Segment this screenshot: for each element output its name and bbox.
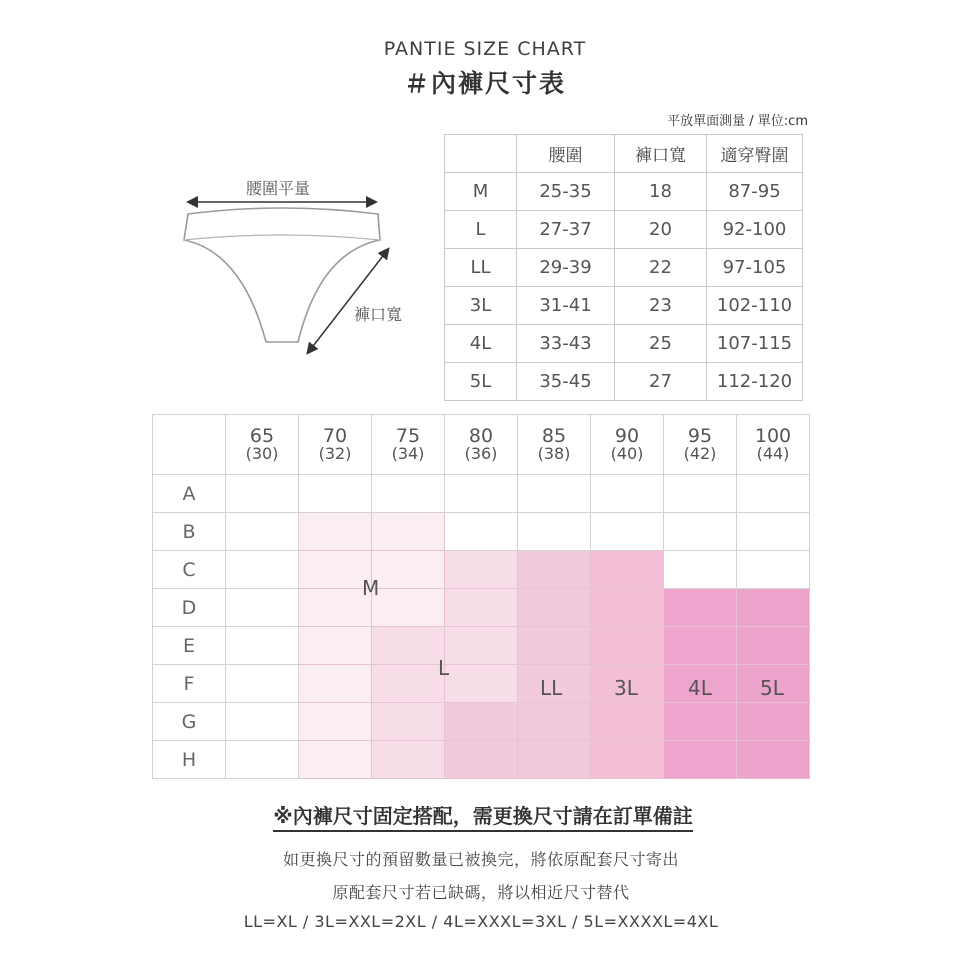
size-label-cell: L — [445, 211, 517, 249]
fit-cell — [299, 627, 372, 665]
fit-cell — [591, 627, 664, 665]
fit-row — [153, 589, 810, 627]
size-measurement-table — [444, 134, 803, 401]
fit-cell — [445, 627, 518, 665]
fit-size-label: 4L — [688, 676, 712, 700]
fit-cell — [299, 741, 372, 779]
fit-row — [153, 475, 810, 513]
size-value-cell: 23 — [615, 287, 707, 325]
fit-cell — [299, 703, 372, 741]
fit-cell — [445, 551, 518, 589]
fit-cell — [664, 551, 737, 589]
fit-cell — [372, 513, 445, 551]
fit-cell — [591, 551, 664, 589]
fit-cell — [226, 627, 299, 665]
fit-cell — [737, 589, 810, 627]
fit-header-row — [153, 415, 810, 475]
fit-size-label: LL — [540, 676, 563, 700]
waist-inch-value: (38) — [537, 443, 571, 463]
fit-cell — [445, 589, 518, 627]
note-line-3: LL=XL / 3L=XXL=2XL / 4L=XXXL=3XL / 5L=XXXXL=4XL — [243, 912, 719, 931]
fit-corner-cell — [153, 415, 226, 475]
size-label-cell: M — [445, 173, 517, 211]
fit-cell — [737, 551, 810, 589]
size-value-cell: 27 — [615, 363, 707, 401]
waist-value: 90 — [614, 424, 640, 447]
fit-cell — [664, 475, 737, 513]
fit-cell — [226, 589, 299, 627]
fit-cell — [518, 589, 591, 627]
fit-column-header — [591, 415, 664, 475]
fit-cell — [372, 665, 445, 703]
fit-cell — [299, 513, 372, 551]
waist-inch-value: (42) — [683, 443, 717, 463]
waist-value: 75 — [395, 424, 421, 447]
fit-column-header — [299, 415, 372, 475]
fit-cell — [591, 475, 664, 513]
fit-cell — [591, 741, 664, 779]
size-label-cell: 5L — [445, 363, 517, 401]
fit-cell — [737, 703, 810, 741]
fit-cell — [445, 665, 518, 703]
fit-cell — [445, 741, 518, 779]
fit-cell — [445, 513, 518, 551]
size-value-cell: 97-105 — [707, 249, 803, 287]
waist-inch-value: (30) — [245, 443, 279, 463]
size-table-row — [445, 249, 803, 287]
size-table-header-cell: 適穿臀圍 — [707, 135, 803, 173]
fit-cell — [518, 475, 591, 513]
fit-cell — [299, 475, 372, 513]
title-chinese: ＃內褲尺寸表 — [403, 69, 566, 98]
note-line-1: 如更換尺寸的預留數量已被換完，將依原配套尺寸寄出 — [282, 850, 679, 869]
fit-cell — [226, 703, 299, 741]
fit-size-label: L — [438, 656, 450, 680]
fit-cell — [226, 513, 299, 551]
fit-column-header — [372, 415, 445, 475]
fit-row — [153, 741, 810, 779]
size-table-row — [445, 173, 803, 211]
panty-diagram — [170, 160, 430, 360]
fit-column-header — [445, 415, 518, 475]
fit-cell — [664, 703, 737, 741]
fit-cell — [518, 551, 591, 589]
fit-column-header — [737, 415, 810, 475]
size-label-cell: 4L — [445, 325, 517, 363]
fit-row — [153, 551, 810, 589]
fit-cell — [591, 513, 664, 551]
fit-row-label: F — [153, 665, 226, 703]
fit-cell — [518, 741, 591, 779]
fit-cell — [664, 627, 737, 665]
fit-chart-table — [152, 414, 810, 779]
size-value-cell: 102-110 — [707, 287, 803, 325]
note-heading: ※內褲尺寸固定搭配，需更換尺寸請在訂單備註 — [0, 800, 960, 829]
size-label-cell: LL — [445, 249, 517, 287]
fit-cell — [518, 703, 591, 741]
fit-cell — [737, 475, 810, 513]
waist-inch-value: (32) — [318, 443, 352, 463]
size-value-cell: 35-45 — [517, 363, 615, 401]
fit-column-header — [664, 415, 737, 475]
size-value-cell: 25 — [615, 325, 707, 363]
size-value-cell: 112-120 — [707, 363, 803, 401]
size-value-cell: 31-41 — [517, 287, 615, 325]
fit-row-label: D — [153, 589, 226, 627]
fit-cell — [591, 589, 664, 627]
fit-row — [153, 627, 810, 665]
note-line-2: 原配套尺寸若已缺碼，將以相近尺寸替代 — [332, 883, 630, 902]
fit-row-label: C — [153, 551, 226, 589]
size-table-row — [445, 363, 803, 401]
fit-cell — [518, 627, 591, 665]
size-value-cell: 20 — [615, 211, 707, 249]
fit-cell — [445, 703, 518, 741]
size-value-cell: 107-115 — [707, 325, 803, 363]
waist-label: 腰圍平量 — [246, 179, 311, 198]
waist-value: 70 — [322, 424, 348, 447]
waist-inch-value: (44) — [756, 443, 790, 463]
fit-cell — [372, 627, 445, 665]
size-value-cell: 87-95 — [707, 173, 803, 211]
waist-value: 65 — [249, 424, 275, 447]
size-table-header-cell: 褲口寬 — [615, 135, 707, 173]
fit-row-label: A — [153, 475, 226, 513]
fit-cell — [664, 741, 737, 779]
fit-row-label: B — [153, 513, 226, 551]
fit-row-label: H — [153, 741, 226, 779]
size-value-cell: 92-100 — [707, 211, 803, 249]
size-table-row — [445, 287, 803, 325]
fit-row — [153, 513, 810, 551]
fit-cell — [299, 589, 372, 627]
fit-row-label: E — [153, 627, 226, 665]
fit-cell — [372, 475, 445, 513]
size-table-header-cell: 腰圍 — [517, 135, 615, 173]
unit-note: 平放單面測量 / 單位:cm — [667, 114, 808, 129]
fit-cell — [737, 741, 810, 779]
fit-column-header — [518, 415, 591, 475]
fit-cell — [372, 741, 445, 779]
fit-cell — [664, 589, 737, 627]
title-english: PANTIE SIZE CHART — [383, 38, 587, 60]
size-table-row — [445, 325, 803, 363]
fit-cell — [372, 551, 445, 589]
waist-value: 100 — [754, 424, 792, 447]
size-table-header-row — [445, 135, 803, 173]
waist-value: 80 — [468, 424, 494, 447]
size-table-header-cell — [445, 135, 517, 173]
size-value-cell: 29-39 — [517, 249, 615, 287]
fit-cell — [445, 475, 518, 513]
size-value-cell: 33-43 — [517, 325, 615, 363]
fit-cell — [664, 513, 737, 551]
size-value-cell: 27-37 — [517, 211, 615, 249]
waist-value: 85 — [541, 424, 567, 447]
fit-column-header — [226, 415, 299, 475]
size-value-cell: 18 — [615, 173, 707, 211]
size-value-cell: 25-35 — [517, 173, 615, 211]
waist-inch-value: (40) — [610, 443, 644, 463]
fit-cell — [226, 551, 299, 589]
fit-size-label: 5L — [760, 676, 784, 700]
leg-opening-label: 褲口寬 — [354, 305, 403, 324]
fit-cell — [372, 589, 445, 627]
fit-cell — [591, 703, 664, 741]
fit-cell — [372, 703, 445, 741]
fit-cell — [226, 665, 299, 703]
size-label-cell: 3L — [445, 287, 517, 325]
fit-cell — [226, 475, 299, 513]
size-value-cell: 22 — [615, 249, 707, 287]
fit-cell — [518, 513, 591, 551]
fit-size-label: M — [362, 576, 380, 600]
fit-cell — [299, 551, 372, 589]
fit-cell — [226, 741, 299, 779]
fit-cell — [299, 665, 372, 703]
fit-row — [153, 703, 810, 741]
fit-cell — [737, 627, 810, 665]
fit-size-label: 3L — [614, 676, 638, 700]
fit-row-label: G — [153, 703, 226, 741]
size-table-row — [445, 211, 803, 249]
waist-inch-value: (34) — [391, 443, 425, 463]
waist-inch-value: (36) — [464, 443, 498, 463]
fit-cell — [737, 513, 810, 551]
waist-value: 95 — [687, 424, 713, 447]
